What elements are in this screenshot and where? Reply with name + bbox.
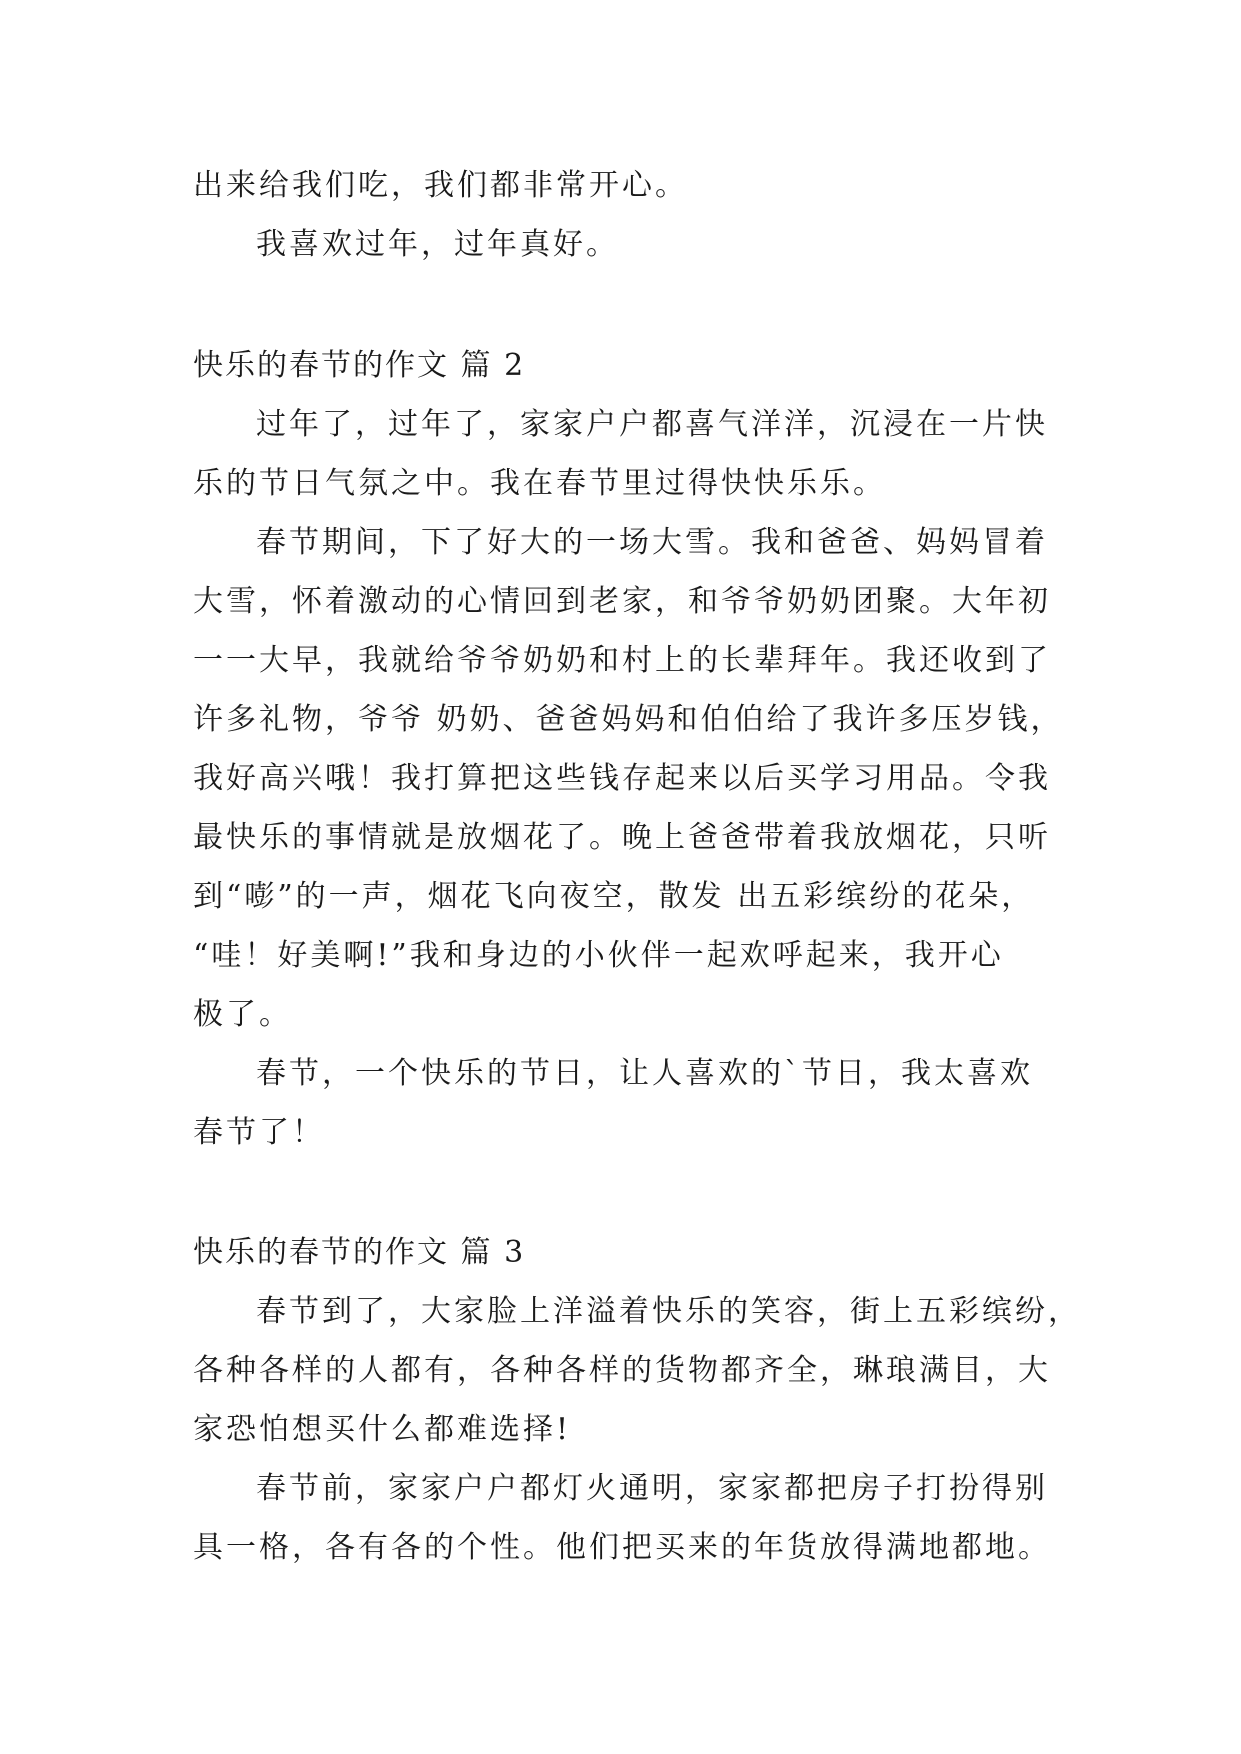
text-line: 许多礼物，爷爷 奶奶、爸爸妈妈和伯伯给了我许多压岁钱， (193, 702, 1064, 737)
text-line: 最快乐的事情就是放烟花了。晚上爸爸带着我放烟花，只听 (193, 820, 1051, 855)
text-line: 极了。 (193, 997, 292, 1032)
text-line: 各种各样的人都有，各种各样的货物都齐全，琳琅满目，大 (193, 1353, 1051, 1388)
text-line: “哇！好美啊!”我和身边的小伙伴一起欢呼起来，我开心 (193, 938, 1004, 973)
text-line: 春节期间，下了好大的一场大雪。我和爸爸、妈妈冒着 (256, 525, 1048, 560)
text-line: 春节了！ (193, 1115, 325, 1150)
text-line: 具一格，各有各的个性。他们把买来的年货放得满地都地。 (193, 1530, 1051, 1565)
text-line: 我好高兴哦！我打算把这些钱存起来以后买学习用品。令我 (193, 761, 1051, 796)
text-line: 到“嘭”的一声，烟花飞向夜空，散发 出五彩缤纷的花朵， (193, 879, 1035, 914)
section-heading: 快乐的春节的作文 篇 3 (193, 1235, 526, 1270)
text-line: 一一大早，我就给爷爷奶奶和村上的长辈拜年。我还收到了 (193, 643, 1051, 678)
text-line: 过年了，过年了，家家户户都喜气洋洋，沉浸在一片快 (256, 407, 1048, 442)
text-line: 我喜欢过年，过年真好。 (256, 227, 619, 262)
text-line: 家恐怕想买什么都难选择! (193, 1412, 572, 1447)
text-line: 大雪，怀着激动的心情回到老家，和爷爷奶奶团聚。大年初 (193, 584, 1051, 619)
text-line: 出来给我们吃，我们都非常开心。 (193, 168, 688, 203)
text-line: 春节到了，大家脸上洋溢着快乐的笑容，街上五彩缤纷， (256, 1294, 1081, 1329)
section-heading: 快乐的春节的作文 篇 2 (193, 348, 526, 383)
text-line: 春节，一个快乐的节日，让人喜欢的`节日，我太喜欢 (256, 1056, 1033, 1091)
text-line: 春节前，家家户户都灯火通明，家家都把房子打扮得别 (256, 1471, 1048, 1506)
text-line: 乐的节日气氛之中。我在春节里过得快快乐乐。 (193, 466, 886, 501)
